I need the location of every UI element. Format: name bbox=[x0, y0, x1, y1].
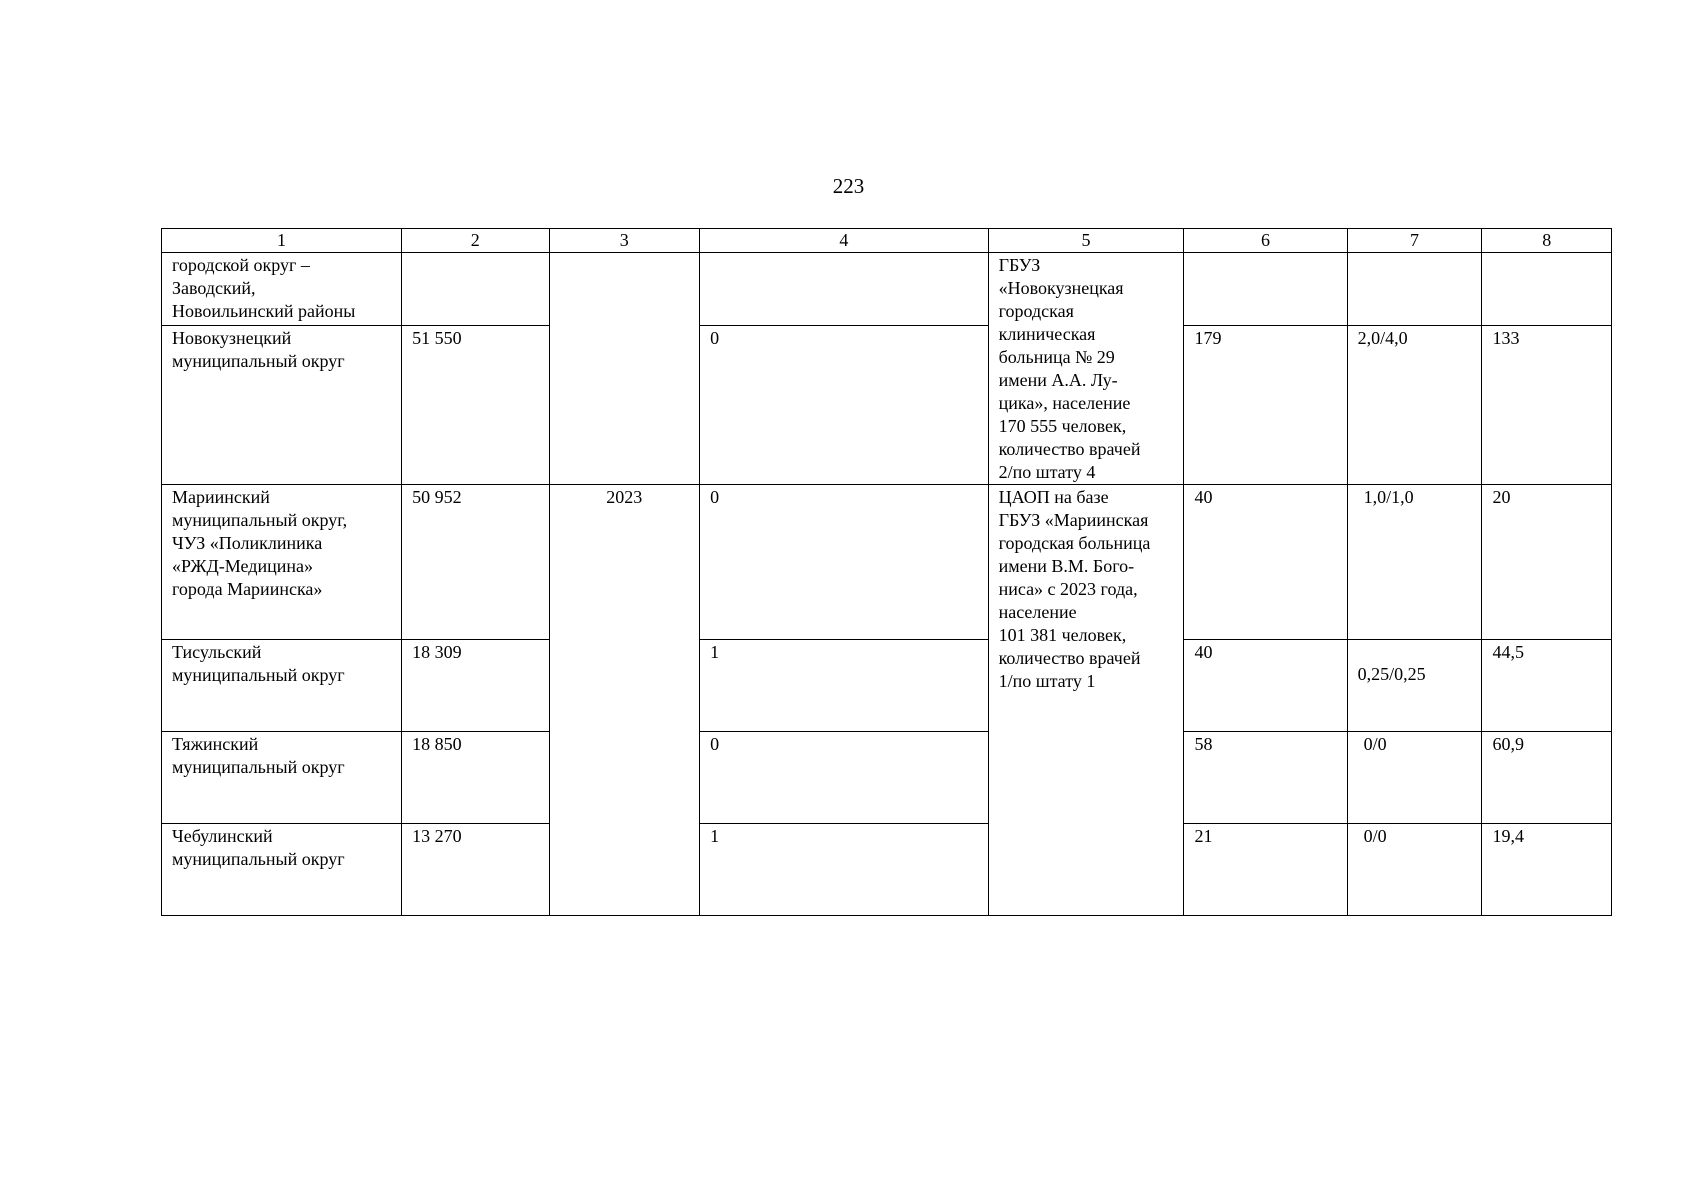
value-cell-6: 21 bbox=[1184, 824, 1347, 916]
year-cell: 2023 bbox=[549, 485, 700, 916]
population-cell: 18 850 bbox=[402, 732, 549, 824]
table-row bbox=[162, 824, 1612, 916]
value-cell-8: 60,9 bbox=[1482, 732, 1612, 824]
value-cell-6: 58 bbox=[1184, 732, 1347, 824]
population-cell: 13 270 bbox=[402, 824, 549, 916]
column-header-1: 1 bbox=[162, 229, 402, 253]
count-cell: 1 bbox=[700, 824, 989, 916]
value-cell-8: 19,4 bbox=[1482, 824, 1612, 916]
district-name-cell: Новокузнецкий муниципальный округ bbox=[162, 325, 402, 484]
ratio-cell: 2,0/4,0 bbox=[1347, 325, 1482, 484]
count-cell: 0 bbox=[700, 325, 989, 484]
column-header-8: 8 bbox=[1482, 229, 1612, 253]
district-name-cell: Мариинский муниципальный округ, ЧУЗ «Поликлиника «РЖД-Медицина» города Мариинска» bbox=[162, 485, 402, 640]
district-name-cell: Тяжинский муниципальный округ bbox=[162, 732, 402, 824]
column-header-3: 3 bbox=[549, 229, 700, 253]
count-cell: 0 bbox=[700, 732, 989, 824]
count-cell: 1 bbox=[700, 640, 989, 732]
table-header-row bbox=[162, 229, 1612, 253]
value-cell-8: 44,5 bbox=[1482, 640, 1612, 732]
column-header-6: 6 bbox=[1184, 229, 1347, 253]
column-header-2: 2 bbox=[402, 229, 549, 253]
table-row bbox=[162, 253, 1612, 326]
table-row bbox=[162, 485, 1612, 640]
ratio-cell bbox=[1347, 253, 1482, 326]
value-cell-6 bbox=[1184, 253, 1347, 326]
value-cell-8: 20 bbox=[1482, 485, 1612, 640]
value-cell-8: 133 bbox=[1482, 325, 1612, 484]
ratio-cell: 1,0/1,0 bbox=[1347, 485, 1482, 640]
value-cell-8 bbox=[1482, 253, 1612, 326]
value-cell-6: 40 bbox=[1184, 485, 1347, 640]
column-header-5: 5 bbox=[988, 229, 1184, 253]
ratio-cell: 0/0 bbox=[1347, 824, 1482, 916]
data-table bbox=[161, 228, 1612, 916]
population-cell: 51 550 bbox=[402, 325, 549, 484]
population-cell: 18 309 bbox=[402, 640, 549, 732]
table-row bbox=[162, 325, 1612, 484]
count-cell bbox=[700, 253, 989, 326]
population-cell bbox=[402, 253, 549, 326]
count-cell: 0 bbox=[700, 485, 989, 640]
population-cell: 50 952 bbox=[402, 485, 549, 640]
district-name-cell: Чебулинский муниципальный округ bbox=[162, 824, 402, 916]
table-row bbox=[162, 732, 1612, 824]
column-header-7: 7 bbox=[1347, 229, 1482, 253]
ratio-cell: 0,25/0,25 bbox=[1347, 640, 1482, 732]
ratio-cell: 0/0 bbox=[1347, 732, 1482, 824]
district-name-cell: Тисульский муниципальный округ bbox=[162, 640, 402, 732]
value-cell-6: 179 bbox=[1184, 325, 1347, 484]
table-row bbox=[162, 640, 1612, 732]
year-cell-empty bbox=[549, 253, 700, 485]
column-header-4: 4 bbox=[700, 229, 989, 253]
institution-cell: ЦАОП на базе ГБУЗ «Мариинская городская больница имени В.М. Бого- ниса» с 2023 года, население 101 381 человек, количество врачей 1/по штату 1 bbox=[988, 485, 1184, 916]
page-number: 223 bbox=[832, 174, 865, 198]
district-name-cell: городской округ – Заводский, Новоильинский районы bbox=[162, 253, 402, 326]
institution-cell: ГБУЗ «Новокузнецкая городская клиническая больница № 29 имени А.А. Лу- цика», население 170 555 человек, количество врачей 2/по штату 4 bbox=[988, 253, 1184, 485]
value-cell-6: 40 bbox=[1184, 640, 1347, 732]
